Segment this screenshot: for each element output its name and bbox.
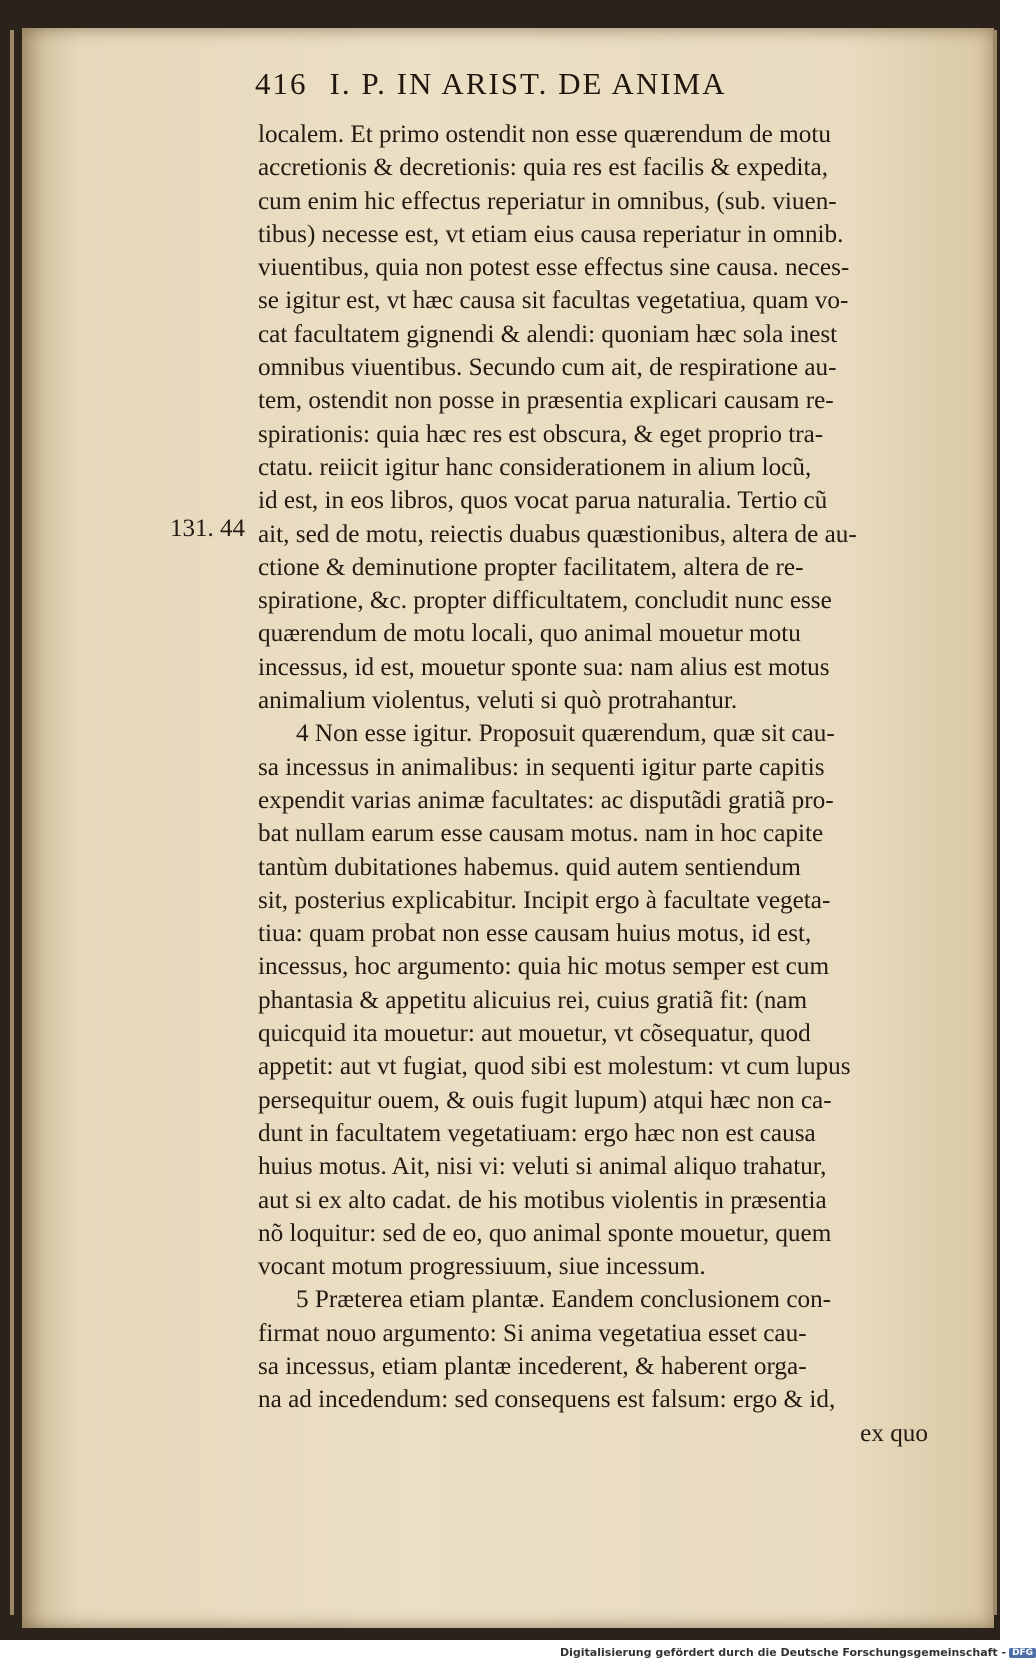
text-line: aut si ex alto cadat. de his motibus violentis in præsentia <box>258 1186 827 1214</box>
text-line: spirationis: quia hæc res est obscura, & eget proprio tra- <box>258 420 824 448</box>
text-line: huius motus. Ait, nisi vi: veluti si animal aliquo trahatur, <box>258 1153 827 1181</box>
digitization-credit <box>560 1646 1034 1659</box>
text-line: ctatu. reiicit igitur hanc considerationem in alium locũ, <box>258 453 812 481</box>
page-number: 416 <box>255 66 308 101</box>
dfg-logo-icon: DFG <box>1009 1648 1036 1658</box>
running-title: I. P. IN ARIST. DE ANIMA <box>329 66 727 101</box>
margin-note: 131. 44 <box>170 515 245 542</box>
text-line: omnibus viuentibus. Secundo cum ait, de respiratione au- <box>258 354 837 382</box>
text-line: incessus, id est, mouetur sponte sua: nam alius est motus <box>258 653 830 681</box>
text-line: incessus, hoc argumento: quia hic motus semper est cum <box>258 953 830 981</box>
text-line: ait, sed de motu, reiectis duabus quæstionibus, altera de au- <box>258 520 857 548</box>
text-line: sit, posterius explicabitur. Incipit ergo à facultate vegeta- <box>258 886 831 914</box>
text-line: cat facultatem gignendi & alendi: quoniam hæc sola inest <box>258 320 838 348</box>
text-line: 5 Præterea etiam plantæ. Eandem conclusionem con- <box>296 1286 832 1314</box>
body-text <box>258 118 938 1450</box>
text-line: sa incessus, etiam plantæ incederent, & haberent orga- <box>258 1352 807 1380</box>
text-line: appetit: aut vt fugiat, quod sibi est molestum: vt cum lupus <box>258 1053 851 1081</box>
text-line: tibus) necesse est, vt etiam eius causa reperiatur in omnib. <box>258 220 844 248</box>
text-line: se igitur est, vt hæc causa sit facultas vegetatiua, quam vo- <box>258 287 849 315</box>
text-line: persequitur ouem, & ouis fugit lupum) atqui hæc non ca- <box>258 1086 832 1114</box>
text-line: phantasia & appetitu alicuius rei, cuius gratiã fit: (nam <box>258 986 808 1014</box>
text-line: viuentibus, quia non potest esse effectus sine causa. neces- <box>258 254 850 282</box>
text-line: tantùm dubitationes habemus. quid autem sentiendum <box>258 853 801 881</box>
catchword: ex quo <box>860 1419 928 1447</box>
text-line: accretionis & decretionis: quia res est facilis & expedita, <box>258 154 829 182</box>
text-line: tiua: quam probat non esse causam huius motus, id est, <box>258 920 812 948</box>
page-edge-right <box>993 30 997 1615</box>
text-line: tem, ostendit non posse in præsentia explicari causam re- <box>258 387 834 415</box>
text-line: ctione & deminutione propter facilitatem, altera de re- <box>258 553 804 581</box>
text-line: firmat nouo argumento: Si anima vegetatiua esset cau- <box>258 1319 807 1347</box>
text-line: vocant motum progressiuum, siue incessum. <box>258 1253 706 1281</box>
text-line: sa incessus in animalibus: in sequenti igitur parte capitis <box>258 753 825 781</box>
text-line: quicquid ita mouetur: aut mouetur, vt cõsequatur, quod <box>258 1020 811 1048</box>
text-line: id est, in eos libros, quos vocat parua naturalia. Tertio cũ <box>258 487 828 515</box>
text-line: na ad incedendum: sed consequens est falsum: ergo & id, <box>258 1386 836 1414</box>
text-line: animalium violentus, veluti si quò protrahantur. <box>258 687 738 715</box>
text-line: nõ loquitur: sed de eo, quo animal sponte mouetur, quem <box>258 1219 832 1247</box>
credit-text: Digitalisierung gefördert durch die Deutsche Forschungsgemeinschaft - <box>560 1646 1007 1659</box>
text-line: 4 Non esse igitur. Proposuit quærendum, quæ sit cau- <box>296 720 835 748</box>
text-line: bat nullam earum esse causam motus. nam in hoc capite <box>258 820 824 848</box>
text-line: expendit varias animæ facultates: ac disputãdi gratiã pro- <box>258 786 834 814</box>
text-line: localem. Et primo ostendit non esse quærendum de motu <box>258 121 831 148</box>
page-edge-left <box>10 30 14 1615</box>
text-line: dunt in facultatem vegetatiuam: ergo hæc non est causa <box>258 1119 816 1147</box>
running-header <box>255 66 815 102</box>
text-line: spiratione, &c. propter difficultatem, concludit nunc esse <box>258 587 832 615</box>
text-line: cum enim hic effectus reperiatur in omnibus, (sub. viuen- <box>258 187 837 215</box>
text-line: quærendum de motu locali, quo animal mouetur motu <box>258 620 801 648</box>
